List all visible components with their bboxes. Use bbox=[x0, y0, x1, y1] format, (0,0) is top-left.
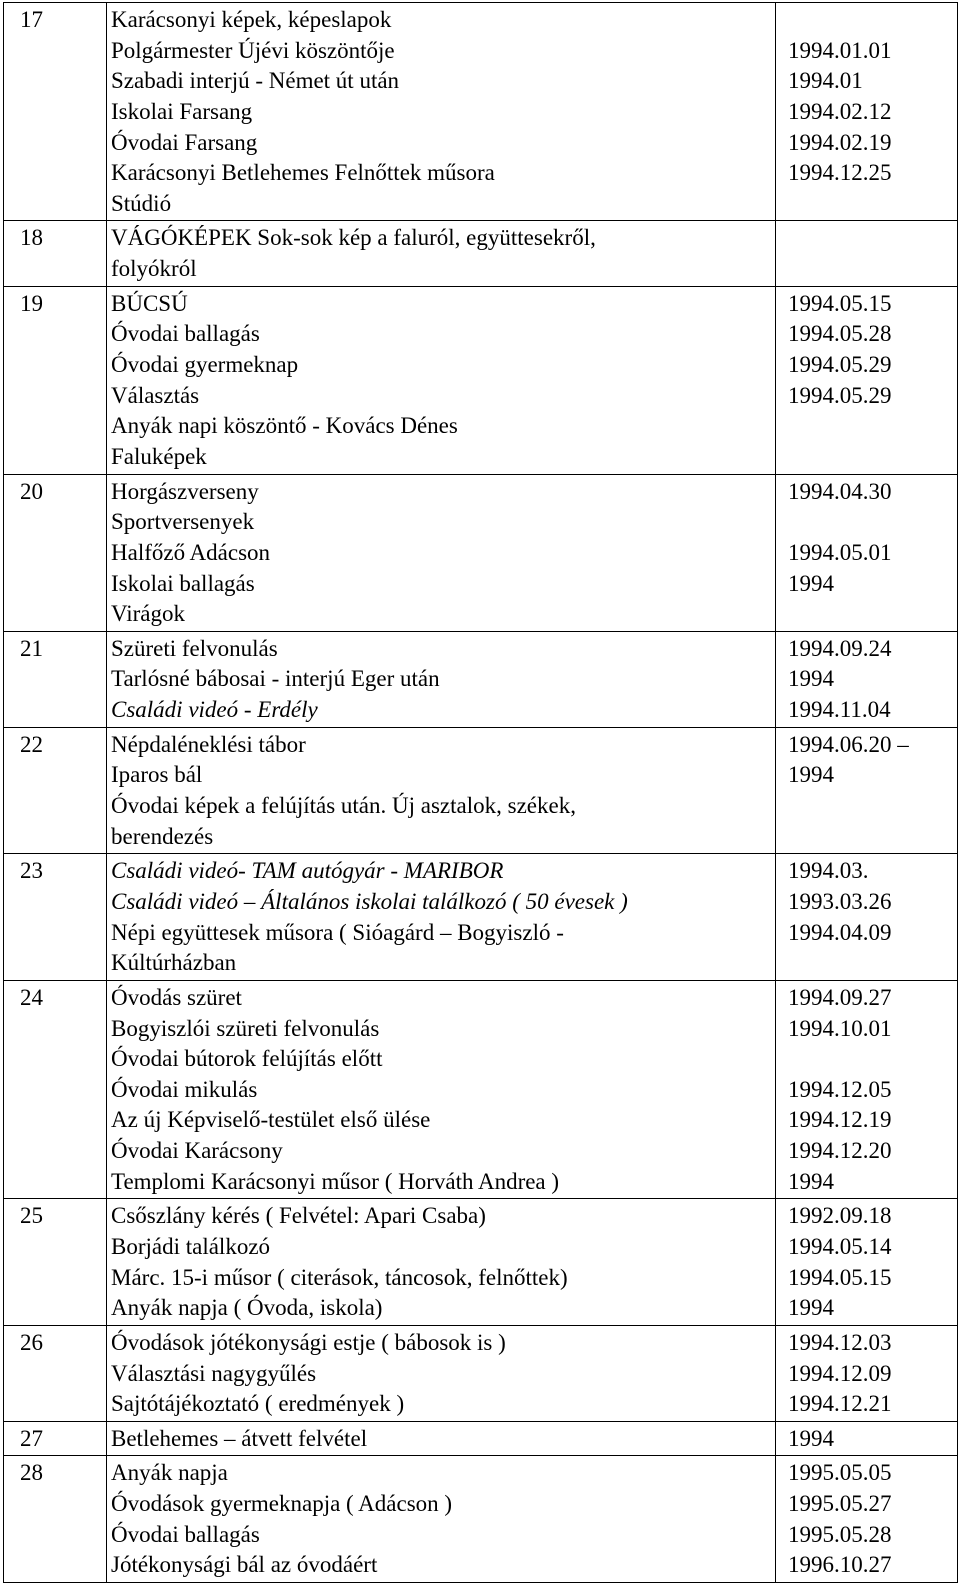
entry-title: Betlehemes – átvett felvétel bbox=[111, 1425, 368, 1451]
entry-date: 1994.09.24 bbox=[788, 635, 892, 661]
entry-date: 1995.05.05 bbox=[788, 1460, 892, 1486]
entry-date: 1994 bbox=[788, 1168, 834, 1194]
date-cell bbox=[776, 1325, 958, 1421]
title-cell bbox=[107, 474, 776, 631]
entry-title: Óvodások jótékonysági estje ( bábosok is ) bbox=[111, 1329, 506, 1355]
entry-date: 1994.04.09 bbox=[788, 919, 892, 945]
entry-date: 1994 bbox=[788, 570, 834, 596]
entry-title: Anyák napja bbox=[111, 1460, 228, 1486]
row-number-cell bbox=[4, 980, 107, 1198]
row-number-cell bbox=[4, 727, 107, 854]
entry-date bbox=[776, 822, 957, 853]
table-row bbox=[4, 1199, 958, 1326]
table-row bbox=[4, 3, 958, 221]
entry-title: Családi videó - Erdély bbox=[111, 697, 318, 723]
row-number-cell bbox=[4, 221, 107, 286]
entry-title: Jótékonysági bál az óvodáért bbox=[111, 1552, 378, 1578]
entry-title: Óvodások gyermeknapja ( Adácson ) bbox=[111, 1491, 453, 1517]
date-cell bbox=[776, 631, 958, 727]
entry-title: Óvodai gyermeknap bbox=[111, 352, 299, 378]
entry-date: 1994.05.15 bbox=[788, 290, 892, 316]
entry-date: 1994.06.20 – bbox=[788, 731, 909, 757]
entry-date: 1994.05.29 bbox=[788, 382, 892, 408]
entry-title: Népdaléneklési tábor bbox=[111, 731, 306, 757]
entry-title: Horgászverseny bbox=[111, 478, 259, 504]
entry-date bbox=[776, 599, 957, 630]
entry-date: 1994.03. bbox=[788, 858, 869, 884]
row-number: 20 bbox=[20, 478, 43, 504]
entry-title: Bogyiszlói szüreti felvonulás bbox=[111, 1015, 380, 1041]
row-number: 21 bbox=[20, 635, 43, 661]
entry-title: Választás bbox=[111, 382, 200, 408]
date-cell bbox=[776, 221, 958, 286]
date-cell bbox=[776, 980, 958, 1198]
entry-title: Faluképek bbox=[111, 443, 207, 469]
row-number: 26 bbox=[20, 1329, 43, 1355]
table-row bbox=[4, 286, 958, 474]
entry-date: 1994.05.29 bbox=[788, 352, 892, 378]
entry-title: Óvodai bútorok felújítás előtt bbox=[111, 1046, 383, 1072]
entry-title: berendezés bbox=[111, 823, 214, 849]
entry-date bbox=[776, 223, 957, 254]
row-number-cell bbox=[4, 1325, 107, 1421]
entry-date: 1994 bbox=[788, 666, 834, 692]
entry-date: 1996.10.27 bbox=[788, 1552, 892, 1578]
entry-title: Sajtótájékoztató ( eredmények ) bbox=[111, 1391, 405, 1417]
row-number: 28 bbox=[20, 1460, 43, 1486]
entry-date bbox=[776, 507, 957, 538]
entry-date bbox=[776, 1044, 957, 1075]
title-cell bbox=[107, 221, 776, 286]
entry-date: 1993.03.26 bbox=[788, 888, 892, 914]
entry-date: 1994.05.15 bbox=[788, 1264, 892, 1290]
entry-date bbox=[776, 411, 957, 442]
date-cell bbox=[776, 3, 958, 221]
entry-title: Anyák napi köszöntő - Kovács Dénes bbox=[111, 413, 458, 439]
entry-title: Népi együttesek műsora ( Sióagárd – Bogyiszló - bbox=[111, 919, 564, 945]
entry-date: 1994.12.20 bbox=[788, 1138, 892, 1164]
entry-date: 1994 bbox=[788, 1295, 834, 1321]
date-cell bbox=[776, 474, 958, 631]
entry-date bbox=[776, 5, 957, 36]
table-row bbox=[4, 854, 958, 981]
entry-date bbox=[776, 948, 957, 979]
title-cell bbox=[107, 854, 776, 981]
title-cell bbox=[107, 727, 776, 854]
entry-date: 1994.12.19 bbox=[788, 1107, 892, 1133]
entry-date: 1994.02.19 bbox=[788, 129, 892, 155]
entry-date bbox=[776, 442, 957, 473]
entry-date: 1994.05.01 bbox=[788, 539, 892, 565]
entry-title: Családi videó- TAM autógyár - MARIBOR bbox=[111, 858, 504, 884]
date-cell bbox=[776, 286, 958, 474]
row-number: 17 bbox=[20, 7, 43, 32]
entry-date: 1994.05.28 bbox=[788, 321, 892, 347]
entry-title: Virágok bbox=[111, 601, 185, 627]
entry-date: 1994.01 bbox=[788, 68, 863, 94]
title-cell bbox=[107, 631, 776, 727]
entry-title: Óvodai mikulás bbox=[111, 1076, 258, 1102]
entry-title: Anyák napja ( Óvoda, iskola) bbox=[111, 1295, 383, 1321]
table-row bbox=[4, 474, 958, 631]
date-cell bbox=[776, 854, 958, 981]
entry-title: BÚCSÚ bbox=[111, 290, 188, 316]
entry-title: Óvodás szüret bbox=[111, 984, 242, 1010]
entry-date: 1994 bbox=[788, 762, 834, 788]
entry-date: 1994.12.25 bbox=[788, 160, 892, 186]
title-cell bbox=[107, 1199, 776, 1326]
entry-date bbox=[776, 254, 957, 285]
table-row bbox=[4, 1421, 958, 1456]
entry-title: Tarlósné bábosai - interjú Eger után bbox=[111, 666, 440, 692]
title-cell bbox=[107, 286, 776, 474]
table-body bbox=[4, 3, 958, 1583]
entry-date: 1994.12.21 bbox=[788, 1391, 892, 1417]
title-cell bbox=[107, 1421, 776, 1456]
entry-title: Karácsonyi Betlehemes Felnőttek műsora bbox=[111, 160, 495, 186]
entry-date: 1994.12.05 bbox=[788, 1076, 892, 1102]
title-cell bbox=[107, 1456, 776, 1583]
entry-date: 1994 bbox=[788, 1425, 834, 1451]
entry-title: Óvodai Farsang bbox=[111, 129, 258, 155]
row-number: 22 bbox=[20, 731, 43, 757]
entry-date: 1995.05.28 bbox=[788, 1521, 892, 1547]
entry-title: Templomi Karácsonyi műsor ( Horváth Andrea ) bbox=[111, 1168, 560, 1194]
entry-date: 1994.01.01 bbox=[788, 37, 892, 63]
date-cell bbox=[776, 1199, 958, 1326]
entry-title: Stúdió bbox=[111, 190, 172, 216]
row-number: 25 bbox=[20, 1203, 43, 1229]
row-number: 27 bbox=[20, 1425, 43, 1451]
entry-date: 1994.09.27 bbox=[788, 984, 892, 1010]
entry-date bbox=[776, 791, 957, 822]
entry-title: Szabadi interjú - Német út után bbox=[111, 68, 400, 94]
entry-title: Családi videó – Általános iskolai találkozó ( 50 évesek ) bbox=[111, 888, 628, 914]
row-number: 24 bbox=[20, 984, 43, 1010]
title-cell bbox=[107, 1325, 776, 1421]
date-cell bbox=[776, 727, 958, 854]
entry-date: 1992.09.18 bbox=[788, 1203, 892, 1229]
row-number-cell bbox=[4, 1421, 107, 1456]
date-cell bbox=[776, 1456, 958, 1583]
entry-title: Óvodai képek a felújítás után. Új asztalok, székek, bbox=[111, 793, 576, 819]
row-number-cell bbox=[4, 286, 107, 474]
entry-date: 1994.11.04 bbox=[788, 697, 891, 723]
table-row bbox=[4, 631, 958, 727]
date-cell bbox=[776, 1421, 958, 1456]
entry-title: Iskolai ballagás bbox=[111, 570, 255, 596]
entry-title: Polgármester Újévi köszöntője bbox=[111, 37, 395, 63]
entry-title: Kúltúrházban bbox=[111, 950, 237, 976]
entry-title: folyókról bbox=[111, 256, 197, 282]
entry-title: Karácsonyi képek, képeslapok bbox=[111, 7, 392, 32]
row-number: 18 bbox=[20, 225, 43, 251]
entry-title: VÁGÓKÉPEK Sok-sok kép a faluról, együttesekről, bbox=[111, 225, 596, 251]
row-number-cell bbox=[4, 631, 107, 727]
row-number-cell bbox=[4, 1456, 107, 1583]
row-number-cell bbox=[4, 3, 107, 221]
entry-date: 1994.05.14 bbox=[788, 1233, 892, 1259]
entry-date: 1994.12.09 bbox=[788, 1360, 892, 1386]
archive-table bbox=[3, 2, 958, 1583]
row-number-cell bbox=[4, 854, 107, 981]
entry-title: Csőszlány kérés ( Felvétel: Apari Csaba) bbox=[111, 1203, 486, 1229]
entry-title: Márc. 15-i műsor ( citerások, táncosok, felnőttek) bbox=[111, 1264, 568, 1290]
entry-title: Óvodai ballagás bbox=[111, 321, 260, 347]
table-row bbox=[4, 727, 958, 854]
title-cell bbox=[107, 980, 776, 1198]
row-number: 23 bbox=[20, 858, 43, 884]
entry-date: 1994.12.03 bbox=[788, 1329, 892, 1355]
table-row bbox=[4, 980, 958, 1198]
entry-title: Az új Képviselő-testület első ülése bbox=[111, 1107, 431, 1133]
entry-title: Óvodai ballagás bbox=[111, 1521, 260, 1547]
entry-date: 1994.04.30 bbox=[788, 478, 892, 504]
entry-title: Óvodai Karácsony bbox=[111, 1138, 283, 1164]
table-row bbox=[4, 1456, 958, 1583]
table-row bbox=[4, 1325, 958, 1421]
entry-date: 1994.10.01 bbox=[788, 1015, 892, 1041]
entry-title: Iskolai Farsang bbox=[111, 98, 253, 124]
entry-title: Sportversenyek bbox=[111, 509, 255, 535]
entry-title: Halfőző Adácson bbox=[111, 539, 271, 565]
row-number: 19 bbox=[20, 290, 43, 316]
entry-title: Szüreti felvonulás bbox=[111, 635, 278, 661]
row-number-cell bbox=[4, 1199, 107, 1326]
entry-date bbox=[776, 189, 957, 220]
entry-date: 1995.05.27 bbox=[788, 1491, 892, 1517]
table-row bbox=[4, 221, 958, 286]
entry-title: Választási nagygyűlés bbox=[111, 1360, 317, 1386]
entry-title: Borjádi találkozó bbox=[111, 1233, 271, 1259]
title-cell bbox=[107, 3, 776, 221]
entry-title: Iparos bál bbox=[111, 762, 203, 788]
entry-date: 1994.02.12 bbox=[788, 98, 892, 124]
row-number-cell bbox=[4, 474, 107, 631]
